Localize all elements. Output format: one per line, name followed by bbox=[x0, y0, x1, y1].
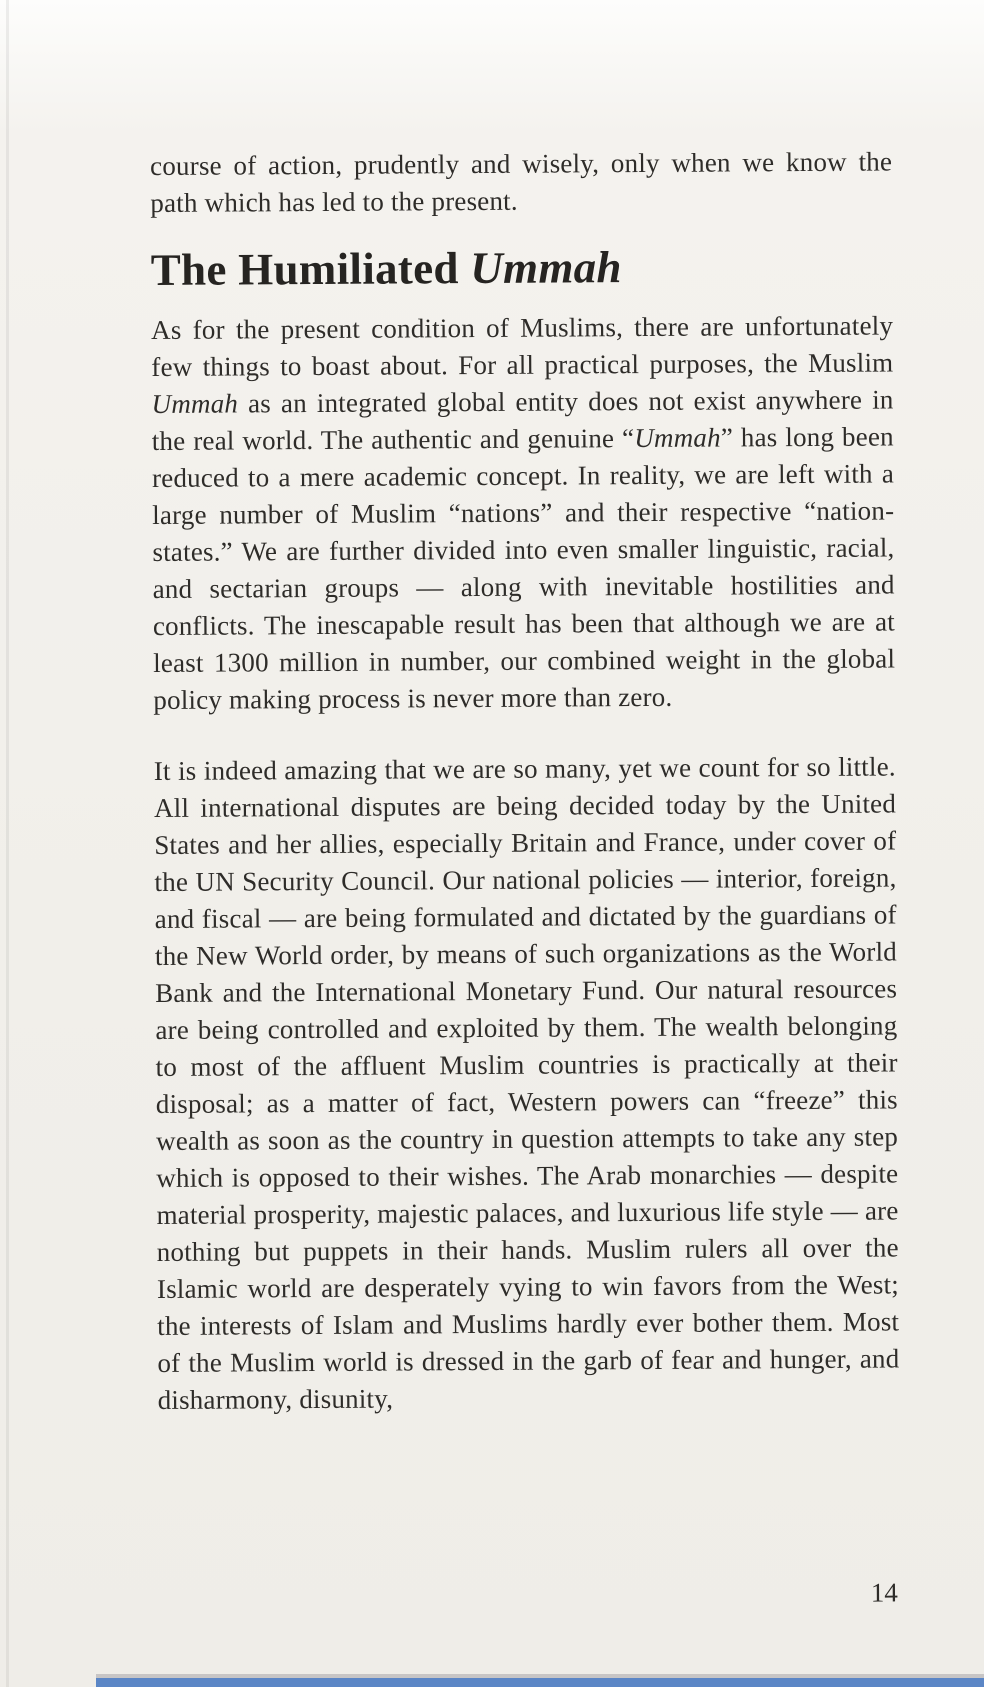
page-number: 14 bbox=[870, 1577, 898, 1608]
section-heading bbox=[151, 239, 893, 296]
paragraph-2: It is indeed amazing that we are so many, yet we count for so little. All international disputes are being decided today by the United States and her allies, especially Britain and France, under cover of the UN Security Council. Our national policies — interior, foreign, and fiscal — are being formulated and dictated by the guardians of the New World order, by means of such organizations as the World Bank and the International Monetary Fund. Our natural resources are being controlled and exploited by them. The wealth belonging to most of the affluent Muslim countries is practically at their disposal; as a matter of fact, Western powers can “freeze” this wealth as soon as the country in question attempts to take any step which is opposed to their wishes. The Arab monarchies — despite material prosperity, majestic palaces, and luxurious life style — are nothing but puppets in their hands. Muslim rulers all over the Islamic world are desperately vying to win favors from the West; the interests of Islam and Muslims hardly ever bother them. Most of the Muslim world is dressed in the garb of fear and hunger, and disharmony, disunity, bbox=[153, 751, 900, 1415]
paragraph-1: As for the present condition of Muslims, there are unfortunately few things to boast about. For all practical purposes, the Muslim Ummah as an integrated global entity does not exist anywhere in the real world. The authentic and genuine “Ummah” has long been reduced to a mere academic concept. In reality, we are left with a large number of Muslim “nations” and their respective “nation-states.” We are further divided into even smaller linguistic, racial, and sectarian groups — along with inevitable hostilities and conflicts. The inescapable result has been that although we are at least 1300 million in number, our combined weight in the global policy making process is never more than zero. bbox=[151, 310, 896, 715]
section-heading-main: The Humiliated bbox=[150, 243, 471, 295]
section-heading-italic-word: Ummah bbox=[470, 242, 622, 294]
next-page-edge-strip bbox=[96, 1678, 984, 1687]
intro-paragraph: course of action, prudently and wisely, only when we know the path which has led to the present. bbox=[150, 146, 893, 218]
page-text-block bbox=[150, 143, 900, 1608]
